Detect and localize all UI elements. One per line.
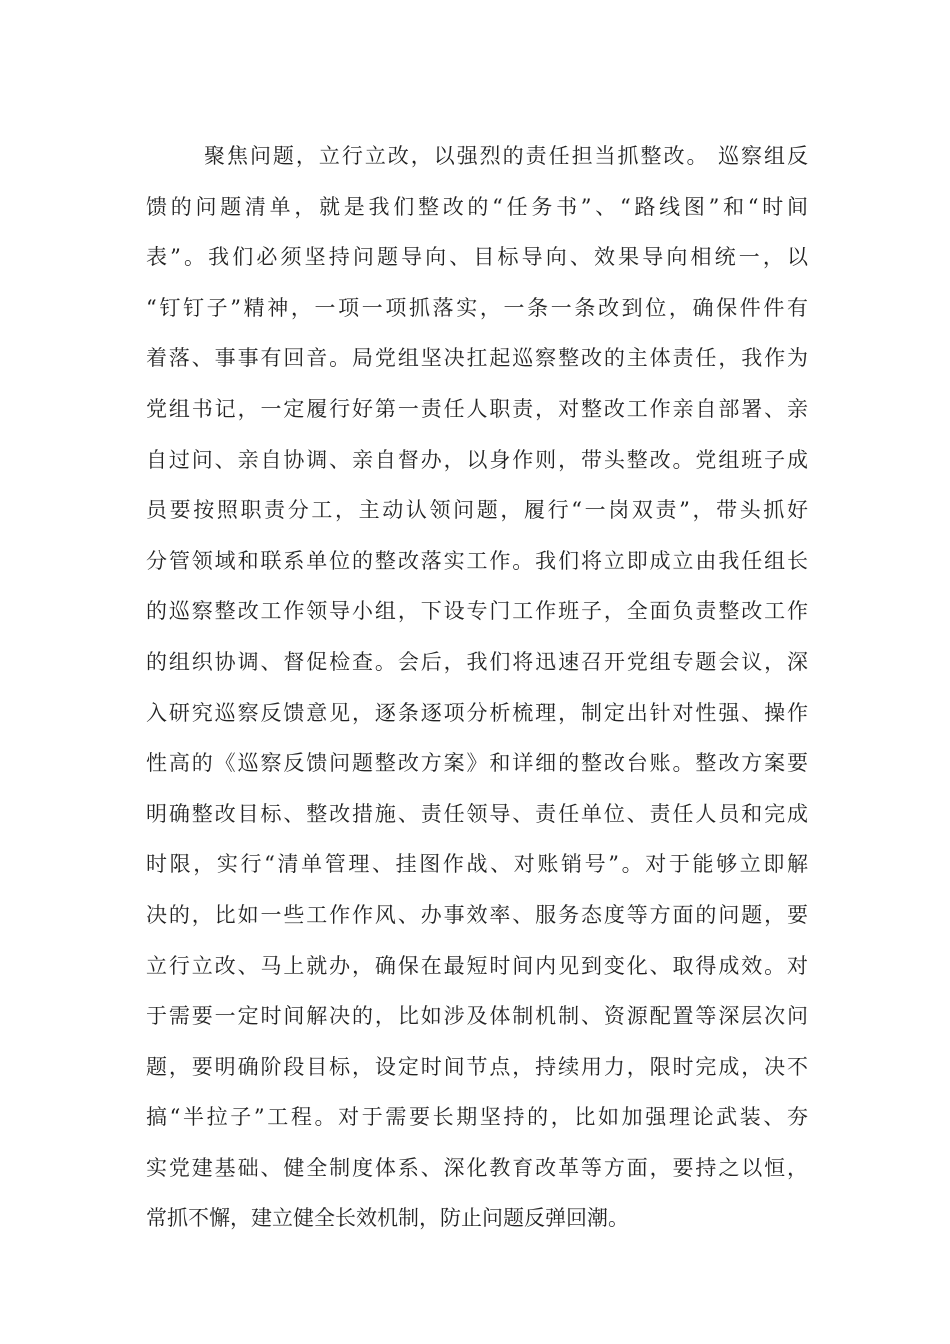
paragraph-line: 分管领域和联系单位的整改落实工作。我们将立即成立由我任组长 (146, 548, 808, 573)
paragraph-line: 党组书记，一定履行好第一责任人职责，对整改工作亲自部署、亲 (146, 396, 808, 421)
paragraph-line: 实党建基础、健全制度体系、深化教育改革等方面，要持之以恒， (146, 1155, 808, 1180)
paragraph-line: 搞“半拉子”工程。对于需要长期坚持的，比如加强理论武装、夯 (146, 1105, 808, 1130)
paragraph-line: 表”。我们必须坚持问题导向、目标导向、效果导向相统一，以 (146, 245, 808, 270)
paragraph-line: 自过问、亲自协调、亲自督办，以身作则，带头整改。党组班子成 (146, 447, 808, 472)
paragraph-line: 入研究巡察反馈意见，逐条逐项分析梳理，制定出针对性强、操作 (146, 700, 808, 725)
paragraph-line: 常抓不懈，建立健全长效机制，防止问题反弹回潮。 (146, 1206, 629, 1231)
paragraph-line: 的巡察整改工作领导小组，下设专门工作班子，全面负责整改工作 (146, 599, 808, 624)
paragraph-line: 聚焦问题，立行立改，以强烈的责任担当抓整改。 巡察组反 (204, 144, 808, 168)
paragraph-line: 性高的《巡察反馈问题整改方案》和详细的整改台账。整改方案要 (146, 751, 808, 776)
paragraph-line: 决的，比如一些工作作风、办事效率、服务态度等方面的问题，要 (146, 902, 808, 927)
paragraph-line: 的组织协调、督促检查。会后，我们将迅速召开党组专题会议，深 (146, 649, 808, 674)
paragraph-line: 题，要明确阶段目标，设定时间节点，持续用力，限时完成，决不 (146, 1054, 808, 1079)
body-paragraph (146, 131, 808, 1244)
paragraph-line: 着落、事事有回音。局党组坚决扛起巡察整改的主体责任，我作为 (146, 346, 808, 371)
paragraph-line: 馈的问题清单，就是我们整改的“任务书”、“路线图”和“时间 (146, 194, 808, 219)
paragraph-line: 时限，实行“清单管理、挂图作战、对账销号”。对于能够立即解 (146, 852, 808, 877)
paragraph-line: 于需要一定时间解决的，比如涉及体制机制、资源配置等深层次问 (146, 1004, 808, 1029)
paragraph-line: 员要按照职责分工，主动认领问题，履行“一岗双责”，带头抓好 (146, 498, 808, 523)
paragraph-line: 立行立改、马上就办，确保在最短时间内见到变化、取得成效。对 (146, 953, 808, 978)
paragraph-line: 明确整改目标、整改措施、责任领导、责任单位、责任人员和完成 (146, 801, 808, 826)
paragraph-line: “钉钉子”精神，一项一项抓落实，一条一条改到位，确保件件有 (146, 295, 808, 320)
